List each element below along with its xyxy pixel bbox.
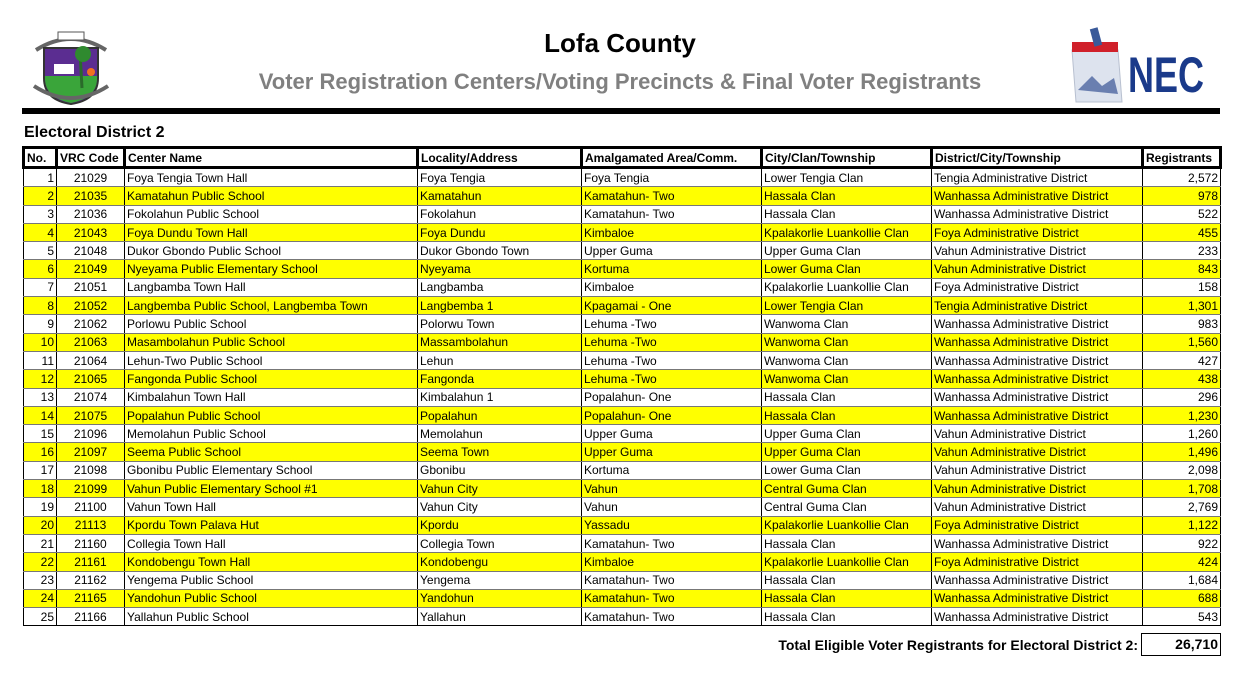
table-cell: Lehuma -Two [582, 333, 762, 351]
table-cell: Foya Dundu [418, 223, 582, 241]
table-cell: Wanhassa Administrative District [932, 406, 1143, 424]
table-cell: 21096 [57, 425, 125, 443]
table-cell: Kpordu [418, 516, 582, 534]
table-row [24, 534, 1221, 552]
table-cell: Upper Guma [582, 443, 762, 461]
table-cell: Langbamba Town Hall [125, 278, 418, 296]
column-header: VRC Code [57, 148, 125, 168]
table-cell: Foya Tengia [582, 168, 762, 187]
table-cell: Polorwu Town [418, 315, 582, 333]
table-cell: Foya Administrative District [932, 278, 1143, 296]
table-cell: Yengema [418, 571, 582, 589]
table-cell: 21029 [57, 168, 125, 187]
table-row [24, 351, 1221, 369]
table-cell: Dukor Gbondo Public School [125, 242, 418, 260]
table-cell: 21 [24, 534, 57, 552]
table-row [24, 608, 1221, 626]
table-row [24, 553, 1221, 571]
table-header-row [24, 148, 1221, 168]
table-cell: 24 [24, 589, 57, 607]
table-row [24, 425, 1221, 443]
table-cell: 21165 [57, 589, 125, 607]
table-cell: Vahun [582, 480, 762, 498]
table-cell: 233 [1143, 242, 1221, 260]
table-row [24, 205, 1221, 223]
table-cell: Kamatahun- Two [582, 571, 762, 589]
column-header: Center Name [125, 148, 418, 168]
table-cell: Wanhassa Administrative District [932, 370, 1143, 388]
table-cell: Kortuma [582, 260, 762, 278]
table-cell: Wanwoma Clan [762, 370, 932, 388]
table-cell: Gbonibu [418, 461, 582, 479]
column-header: City/Clan/Township [762, 148, 932, 168]
table-cell: Foya Administrative District [932, 553, 1143, 571]
table-cell: Kpordu Town Palava Hut [125, 516, 418, 534]
table-cell: Lower Guma Clan [762, 461, 932, 479]
table-cell: Kimbalahun Town Hall [125, 388, 418, 406]
table-cell: Yengema Public School [125, 571, 418, 589]
table-cell: Kpalakorlie Luankollie Clan [762, 516, 932, 534]
table-cell: 1,496 [1143, 443, 1221, 461]
column-header: Locality/Address [418, 148, 582, 168]
table-cell: Dukor Gbondo Town [418, 242, 582, 260]
table-cell: Foya Dundu Town Hall [125, 223, 418, 241]
table-cell: Wanhassa Administrative District [932, 589, 1143, 607]
table-row [24, 297, 1221, 315]
table-cell: 21048 [57, 242, 125, 260]
table-row [24, 260, 1221, 278]
table-cell: 1 [24, 168, 57, 187]
table-cell: 2,098 [1143, 461, 1221, 479]
table-cell: Vahun [582, 498, 762, 516]
table-row [24, 480, 1221, 498]
table-cell: Upper Guma Clan [762, 425, 932, 443]
table-cell: Hassala Clan [762, 388, 932, 406]
total-value: 26,710 [1141, 633, 1221, 656]
table-row [24, 443, 1221, 461]
table-cell: Wanhassa Administrative District [932, 315, 1143, 333]
table-cell: Kamatahun- Two [582, 205, 762, 223]
table-cell: 17 [24, 461, 57, 479]
table-cell: Kortuma [582, 461, 762, 479]
table-row [24, 315, 1221, 333]
table-row [24, 223, 1221, 241]
table-cell: Lehuma -Two [582, 370, 762, 388]
table-cell: Popalahun Public School [125, 406, 418, 424]
table-cell: Kpagamai - One [582, 297, 762, 315]
table-cell: Kpalakorlie Luankollie Clan [762, 553, 932, 571]
table-cell: Upper Guma Clan [762, 242, 932, 260]
table-cell: 21064 [57, 351, 125, 369]
table-cell: Vahun Public Elementary School #1 [125, 480, 418, 498]
table-cell: 6 [24, 260, 57, 278]
table-cell: Central Guma Clan [762, 480, 932, 498]
table-cell: Kamatahun- Two [582, 589, 762, 607]
table-cell: Lower Tengia Clan [762, 297, 932, 315]
column-header: Amalgamated Area/Comm. [582, 148, 762, 168]
table-cell: Fokolahun Public School [125, 205, 418, 223]
table-cell: 21162 [57, 571, 125, 589]
table-cell: Upper Guma [582, 242, 762, 260]
table-cell: 688 [1143, 589, 1221, 607]
table-cell: Kamatahun Public School [125, 187, 418, 205]
table-cell: 2,769 [1143, 498, 1221, 516]
district-title: Electoral District 2 [24, 124, 165, 141]
table-cell: Lehuma -Two [582, 351, 762, 369]
table-cell: Vahun Administrative District [932, 480, 1143, 498]
table-row [24, 187, 1221, 205]
table-cell: Foya Administrative District [932, 516, 1143, 534]
table-cell: Memolahun Public School [125, 425, 418, 443]
table-cell: 5 [24, 242, 57, 260]
table-cell: 11 [24, 351, 57, 369]
column-header: District/City/Township [932, 148, 1143, 168]
table-cell: 21075 [57, 406, 125, 424]
table-cell: 455 [1143, 223, 1221, 241]
table-cell: 20 [24, 516, 57, 534]
table-cell: Vahun City [418, 498, 582, 516]
table-cell: Wanhassa Administrative District [932, 205, 1143, 223]
table-cell: Foya Tengia Town Hall [125, 168, 418, 187]
table-cell: 21043 [57, 223, 125, 241]
table-cell: 21099 [57, 480, 125, 498]
table-row [24, 406, 1221, 424]
table-cell: Wanhassa Administrative District [932, 351, 1143, 369]
table-cell: Kamatahun- Two [582, 187, 762, 205]
table-cell: Vahun Town Hall [125, 498, 418, 516]
table-cell: Hassala Clan [762, 205, 932, 223]
header-divider [22, 108, 1220, 114]
page-subtitle: Voter Registration Centers/Voting Precincts & Final Voter Registrants [258, 69, 982, 94]
table-row [24, 571, 1221, 589]
table-cell: Yandohun [418, 589, 582, 607]
table-cell: Hassala Clan [762, 571, 932, 589]
table-row [24, 333, 1221, 351]
table-cell: Fokolahun [418, 205, 582, 223]
voter-registration-table [22, 146, 1222, 626]
column-header: No. [24, 148, 57, 168]
table-cell: Kondobengu [418, 553, 582, 571]
table-cell: Hassala Clan [762, 534, 932, 552]
table-cell: Central Guma Clan [762, 498, 932, 516]
table-cell: 16 [24, 443, 57, 461]
table-cell: Yallahun [418, 608, 582, 626]
table-cell: Seema Town [418, 443, 582, 461]
table-cell: 21049 [57, 260, 125, 278]
table-cell: Lehun [418, 351, 582, 369]
table-cell: 1,708 [1143, 480, 1221, 498]
table-cell: Tengia Administrative District [932, 297, 1143, 315]
table-cell: Yallahun Public School [125, 608, 418, 626]
table-cell: 14 [24, 406, 57, 424]
table-cell: 158 [1143, 278, 1221, 296]
table-cell: Hassala Clan [762, 187, 932, 205]
table-cell: 1,684 [1143, 571, 1221, 589]
table-cell: Kpalakorlie Luankollie Clan [762, 223, 932, 241]
table-cell: Kpalakorlie Luankollie Clan [762, 278, 932, 296]
table-cell: Porlowu Public School [125, 315, 418, 333]
table-row [24, 388, 1221, 406]
table-cell: 13 [24, 388, 57, 406]
table-cell: 21052 [57, 297, 125, 315]
table-cell: 1,260 [1143, 425, 1221, 443]
table-cell: Massambolahun [418, 333, 582, 351]
table-cell: 543 [1143, 608, 1221, 626]
table-cell: Langbamba [418, 278, 582, 296]
table-row [24, 168, 1221, 187]
total-label: Total Eligible Voter Registrants for Electoral District 2: [778, 637, 1138, 653]
table-cell: Vahun Administrative District [932, 260, 1143, 278]
table-cell: 12 [24, 370, 57, 388]
table-cell: 1,560 [1143, 333, 1221, 351]
table-cell: Collegia Town [418, 534, 582, 552]
table-cell: Kamatahun- Two [582, 608, 762, 626]
table-cell: Vahun Administrative District [932, 461, 1143, 479]
table-cell: Lower Tengia Clan [762, 168, 932, 187]
table-cell: 3 [24, 205, 57, 223]
table-cell: Hassala Clan [762, 589, 932, 607]
table-cell: Vahun Administrative District [932, 425, 1143, 443]
table-cell: Tengia Administrative District [932, 168, 1143, 187]
table-cell: 21051 [57, 278, 125, 296]
table-cell: Vahun City [418, 480, 582, 498]
table-cell: Wanwoma Clan [762, 315, 932, 333]
table-cell: Lehun-Two Public School [125, 351, 418, 369]
table-cell: Lower Guma Clan [762, 260, 932, 278]
table-cell: 843 [1143, 260, 1221, 278]
table-cell: Wanhassa Administrative District [932, 571, 1143, 589]
table-cell: 23 [24, 571, 57, 589]
table-cell: 21113 [57, 516, 125, 534]
table-cell: Nyeyama [418, 260, 582, 278]
table-cell: Popalahun- One [582, 406, 762, 424]
table-cell: Wanwoma Clan [762, 333, 932, 351]
table-cell: Popalahun [418, 406, 582, 424]
table-cell: 21160 [57, 534, 125, 552]
table-cell: 21161 [57, 553, 125, 571]
table-cell: Lehuma -Two [582, 315, 762, 333]
table-cell: Kondobengu Town Hall [125, 553, 418, 571]
table-cell: Kimbalahun 1 [418, 388, 582, 406]
table-cell: Masambolahun Public School [125, 333, 418, 351]
table-cell: 21098 [57, 461, 125, 479]
table-cell: 15 [24, 425, 57, 443]
table-cell: 21166 [57, 608, 125, 626]
table-cell: 21036 [57, 205, 125, 223]
table-cell: 21065 [57, 370, 125, 388]
table-cell: 1,230 [1143, 406, 1221, 424]
table-cell: Foya Administrative District [932, 223, 1143, 241]
table-row [24, 461, 1221, 479]
table-cell: 22 [24, 553, 57, 571]
table-cell: 19 [24, 498, 57, 516]
table-cell: 7 [24, 278, 57, 296]
table-cell: 21074 [57, 388, 125, 406]
table-cell: Kimbaloe [582, 278, 762, 296]
table-cell: Kamatahun- Two [582, 534, 762, 552]
table-row [24, 242, 1221, 260]
table-cell: Yandohun Public School [125, 589, 418, 607]
table-cell: Wanhassa Administrative District [932, 333, 1143, 351]
table-cell: Wanhassa Administrative District [932, 534, 1143, 552]
column-header: Registrants [1143, 148, 1221, 168]
table-cell: 978 [1143, 187, 1221, 205]
table-cell: Foya Tengia [418, 168, 582, 187]
table-cell: 2 [24, 187, 57, 205]
table-cell: Kimbaloe [582, 553, 762, 571]
table-cell: 296 [1143, 388, 1221, 406]
table-cell: 25 [24, 608, 57, 626]
table-cell: Langbemba 1 [418, 297, 582, 315]
table-cell: 1,122 [1143, 516, 1221, 534]
table-cell: 438 [1143, 370, 1221, 388]
table-cell: 18 [24, 480, 57, 498]
page-title: Lofa County [544, 28, 696, 58]
table-row [24, 589, 1221, 607]
table-cell: 1,301 [1143, 297, 1221, 315]
table-cell: 2,572 [1143, 168, 1221, 187]
table-cell: Kamatahun [418, 187, 582, 205]
table-cell: Vahun Administrative District [932, 498, 1143, 516]
table-row [24, 278, 1221, 296]
table-cell: 922 [1143, 534, 1221, 552]
table-cell: Collegia Town Hall [125, 534, 418, 552]
table-row [24, 498, 1221, 516]
table-cell: 427 [1143, 351, 1221, 369]
table-cell: Hassala Clan [762, 406, 932, 424]
table-cell: 983 [1143, 315, 1221, 333]
table-cell: Fangonda Public School [125, 370, 418, 388]
table-cell: 424 [1143, 553, 1221, 571]
table-cell: 8 [24, 297, 57, 315]
table-cell: Nyeyama Public Elementary School [125, 260, 418, 278]
table-cell: 9 [24, 315, 57, 333]
nec-logo-text: NEC [1128, 47, 1204, 103]
table-row [24, 370, 1221, 388]
table-cell: Upper Guma Clan [762, 443, 932, 461]
table-cell: Kimbaloe [582, 223, 762, 241]
table-cell: Hassala Clan [762, 608, 932, 626]
table-cell: 21097 [57, 443, 125, 461]
table-cell: Wanhassa Administrative District [932, 388, 1143, 406]
table-cell: 21100 [57, 498, 125, 516]
table-cell: 4 [24, 223, 57, 241]
table-cell: Langbemba Public School, Langbemba Town [125, 297, 418, 315]
table-cell: Popalahun- One [582, 388, 762, 406]
table-cell: Memolahun [418, 425, 582, 443]
table-cell: Yassadu [582, 516, 762, 534]
table-cell: Gbonibu Public Elementary School [125, 461, 418, 479]
table-cell: Upper Guma [582, 425, 762, 443]
table-cell: Fangonda [418, 370, 582, 388]
table-cell: Wanwoma Clan [762, 351, 932, 369]
table-cell: Vahun Administrative District [932, 242, 1143, 260]
table-cell: 21063 [57, 333, 125, 351]
table-row [24, 516, 1221, 534]
table-cell: 522 [1143, 205, 1221, 223]
nec-logo [1068, 28, 1208, 106]
table-cell: 10 [24, 333, 57, 351]
table-cell: 21062 [57, 315, 125, 333]
table-cell: 21035 [57, 187, 125, 205]
table-cell: Wanhassa Administrative District [932, 608, 1143, 626]
table-cell: Wanhassa Administrative District [932, 187, 1143, 205]
table-cell: Seema Public School [125, 443, 418, 461]
table-cell: Vahun Administrative District [932, 443, 1143, 461]
